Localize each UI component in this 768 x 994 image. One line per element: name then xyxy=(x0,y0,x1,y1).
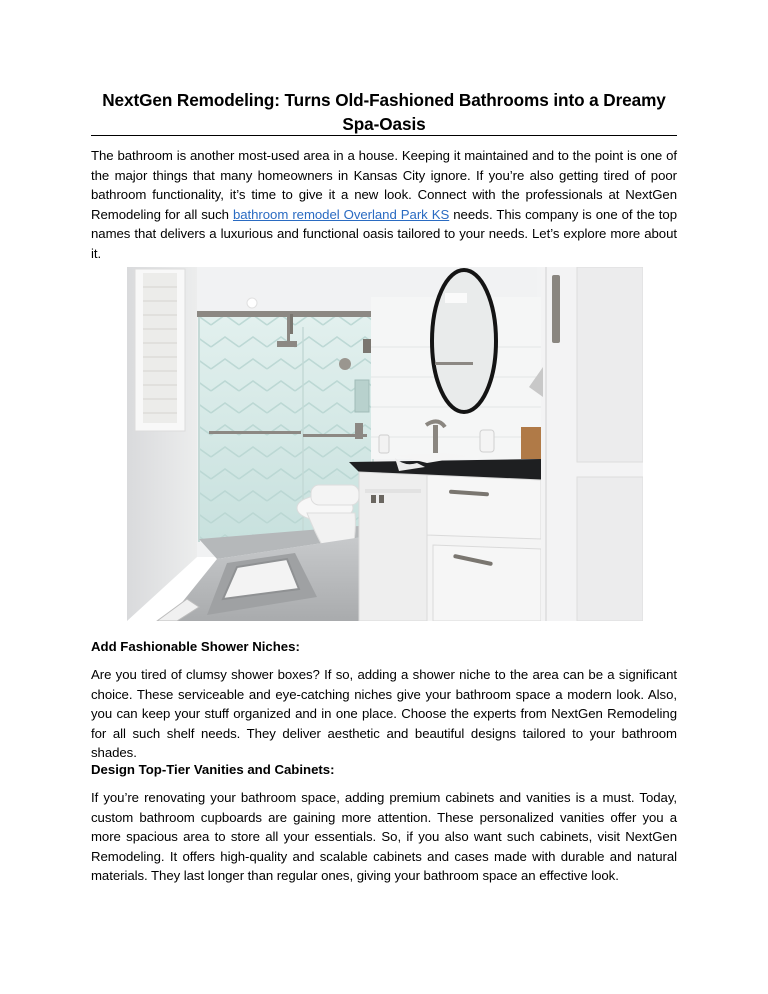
intro-paragraph xyxy=(91,146,677,263)
page-title: NextGen Remodeling: Turns Old-Fashioned Bathrooms into a Dreamy Spa-Oasis xyxy=(102,90,666,134)
section-body-shower-niches: Are you tired of clumsy shower boxes? If so, adding a shower niche to the area can be a significant choice. These serviceable and eye-catching niches give your bathroom space a modern look. Also, you can keep your stuff organized and in one place. Choose the experts from NextGen Remodeling for all such shelf needs. They deliver aesthetic and beautiful designs tailored to your bathroom shades. xyxy=(91,667,677,760)
section-heading-shower-niches: Add Fashionable Shower Niches: xyxy=(91,639,300,654)
intro-text-after-link: needs. This company is one of the top names that delivers a luxurious and functional oasis tailored to your needs. Let’s explore more about it. xyxy=(91,206,677,261)
intro-text-before-link: The bathroom is another most-used area in a house. Keeping it maintained and to the point is one of the major things that many homeowners in Kansas City ignore. If you’re also getting tired of poor bathroom functionality, it’s time to give it a new look. Connect with the professionals at NextGen Remodeling for all such xyxy=(91,148,677,222)
section-body-vanities: If you’re renovating your bathroom space, adding premium cabinets and vanities is a must. Today, custom bathroom cupboards are gaining more attention. These personalized vanities offer you a more spacious area to store all your essentials. So, if you also want such cabinets, visit NextGen Remodeling. It offers high-quality and scalable cabinets and cases made with durable and natural materials. They last longer than regular ones, giving your bathroom space an effective look. xyxy=(91,790,677,883)
bathroom-remodel-link[interactable]: bathroom remodel Overland Park KS xyxy=(232,206,450,222)
bathroom-photo xyxy=(127,267,643,621)
title-divider xyxy=(91,135,677,136)
section-heading-vanities: Design Top-Tier Vanities and Cabinets: xyxy=(91,762,335,777)
